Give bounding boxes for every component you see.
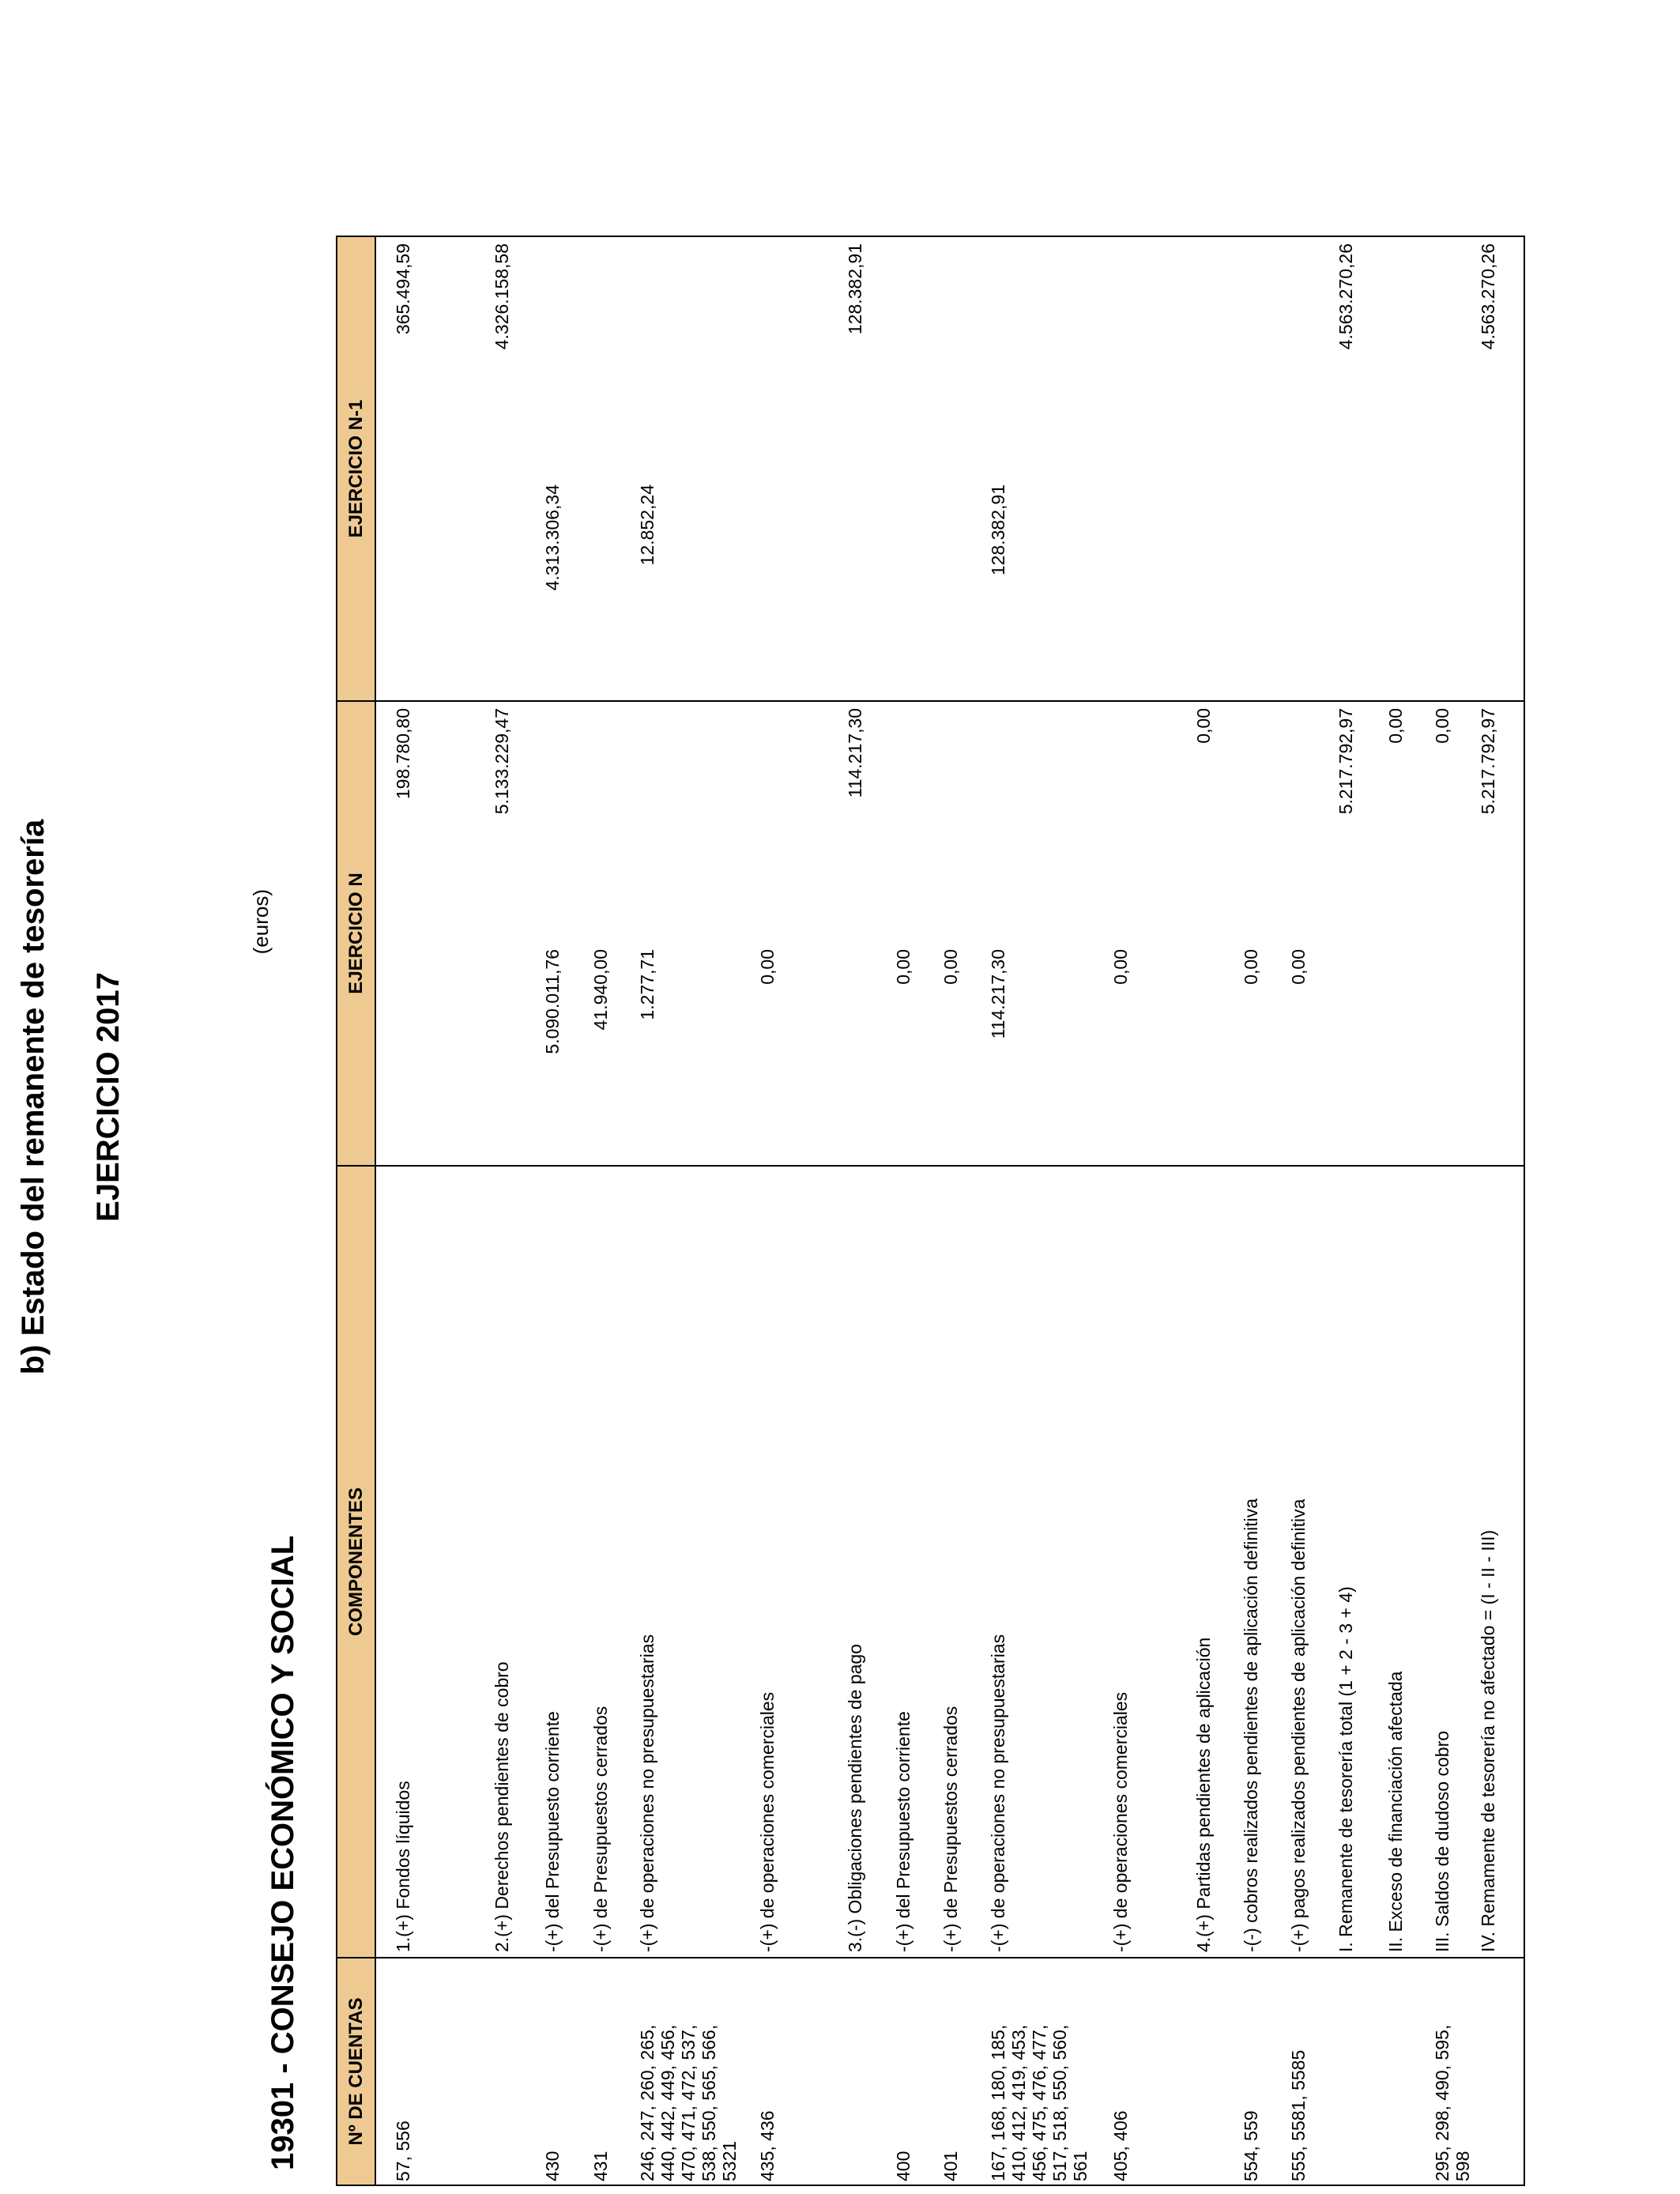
component-cell: 2.(+) Derechos pendientes de cobro	[492, 1661, 512, 1952]
account-cell: 167, 168, 180, 185, 410, 412, 419, 453, 456, 475, 476, 477, 517, 518, 550, 560, 561	[988, 2024, 1090, 2181]
year-n-total-cell: 114.217,30	[845, 708, 865, 798]
year-n-detail-cell: 1.277,71	[637, 949, 657, 1020]
account-cell: 400	[893, 2151, 913, 2181]
year-n1-detail-cell: 4.313.306,34	[542, 484, 563, 591]
year-n1-total-cell: 128.382,91	[845, 243, 865, 335]
account-cell: 555, 5581, 5585	[1288, 2049, 1309, 2181]
year-n-total-cell: 0,00	[1193, 708, 1214, 744]
component-cell: -(+) de operaciones comerciales	[1110, 1691, 1131, 1952]
component-cell: -(+) de Presupuestos cerrados	[940, 1706, 961, 1952]
component-cell: 1.(+) Fondos líquidos	[393, 1781, 413, 1952]
account-cell: 405, 406	[1110, 2110, 1131, 2181]
year-n1-detail-cell: 128.382,91	[988, 484, 1008, 576]
year-n-detail-cell: 0,00	[757, 949, 778, 985]
header-components: COMPONENTES	[336, 1165, 376, 1958]
component-cell: -(+) del Presupuesto corriente	[893, 1711, 913, 1952]
year-n-total-cell: 5.217.792,97	[1335, 708, 1356, 815]
table-border-left	[375, 2185, 1525, 2186]
component-cell: -(+) de operaciones no presupuestarias	[637, 1634, 657, 1952]
component-cell: -(-) cobros realizados pendientes de aplicación definitiva	[1241, 1498, 1261, 1952]
page-title: b) Estado del remanente de tesorería	[16, 819, 51, 1375]
account-cell: 430	[542, 2151, 563, 2181]
year-n-total-cell: 198.780,80	[393, 708, 413, 800]
table-border-right	[375, 236, 1525, 237]
year-n-detail-cell: 114.217,30	[988, 949, 1008, 1039]
year-n1-total-cell: 365.494,59	[393, 243, 413, 335]
table-border-bottom	[1524, 236, 1525, 2186]
account-cell: 554, 559	[1241, 2110, 1261, 2181]
component-cell: 4.(+) Partidas pendientes de aplicación	[1193, 1637, 1214, 1952]
year-n-detail-cell: 5.090.011,76	[542, 949, 563, 1054]
component-cell: IV. Remamente de tesorería no afectado = (I - II - III)	[1478, 1529, 1498, 1952]
component-cell: III. Saldos de dudoso cobro	[1432, 1730, 1452, 1952]
year-n-detail-cell: 0,00	[940, 949, 961, 985]
component-cell: I. Remanente de tesorería total (1 + 2 - 3 + 4)	[1335, 1586, 1356, 1952]
component-cell: -(+) de operaciones no presupuestarias	[988, 1634, 1008, 1952]
header-year-n: EJERCICIO N	[336, 700, 376, 1167]
year-n1-total-cell: 4.563.270,26	[1335, 243, 1356, 350]
year-n1-detail-cell: 12.852,24	[637, 484, 657, 566]
component-cell: -(+) de operaciones comerciales	[757, 1691, 778, 1952]
table-divider-accounts	[375, 1957, 1525, 1958]
unit-label: (euros)	[249, 889, 273, 955]
page-subtitle: EJERCICIO 2017	[91, 972, 126, 1222]
year-n-detail-cell: 0,00	[1241, 949, 1261, 985]
account-cell: 57, 556	[393, 2120, 413, 2181]
account-cell: 246, 247, 260, 265, 440, 442, 449, 456, 470, 471, 472, 537, 538, 550, 565, 566, 5321	[637, 2024, 740, 2181]
account-cell: 401	[940, 2151, 961, 2181]
table-divider-components	[375, 1165, 1525, 1167]
account-cell: 435, 436	[757, 2110, 778, 2181]
component-cell: -(+) pagos realizados pendientes de aplicación definitiva	[1288, 1498, 1309, 1952]
component-cell: -(+) del Presupuesto corriente	[542, 1711, 563, 1952]
component-cell: 3.(-) Obligaciones pendientes de pago	[845, 1644, 865, 1952]
year-n-detail-cell: 0,00	[1110, 949, 1131, 985]
header-accounts: Nº DE CUENTAS	[336, 1957, 376, 2186]
account-cell: 431	[590, 2151, 611, 2181]
year-n-detail-cell: 0,00	[1288, 949, 1309, 985]
table-divider-year-n	[375, 700, 1525, 702]
year-n1-total-cell: 4.563.270,26	[1478, 243, 1498, 350]
year-n-total-cell: 0,00	[1385, 708, 1406, 744]
year-n-total-cell: 5.217.792,97	[1478, 708, 1498, 815]
year-n1-total-cell: 4.326.158,58	[492, 243, 512, 350]
year-n-detail-cell: 0,00	[893, 949, 913, 985]
year-n-total-cell: 0,00	[1432, 708, 1452, 744]
account-cell: 295, 298, 490, 595, 598	[1432, 2024, 1473, 2181]
header-year-n1: EJERCICIO N-1	[336, 236, 376, 702]
component-cell: -(+) de Presupuestos cerrados	[590, 1706, 611, 1952]
year-n-total-cell: 5.133.229,47	[492, 708, 512, 815]
component-cell: II. Exceso de financiación afectada	[1385, 1671, 1406, 1952]
entity-name: 19301 - CONSEJO ECONÓMICO Y SOCIAL	[266, 1535, 300, 2170]
year-n-detail-cell: 41.940,00	[590, 949, 611, 1031]
